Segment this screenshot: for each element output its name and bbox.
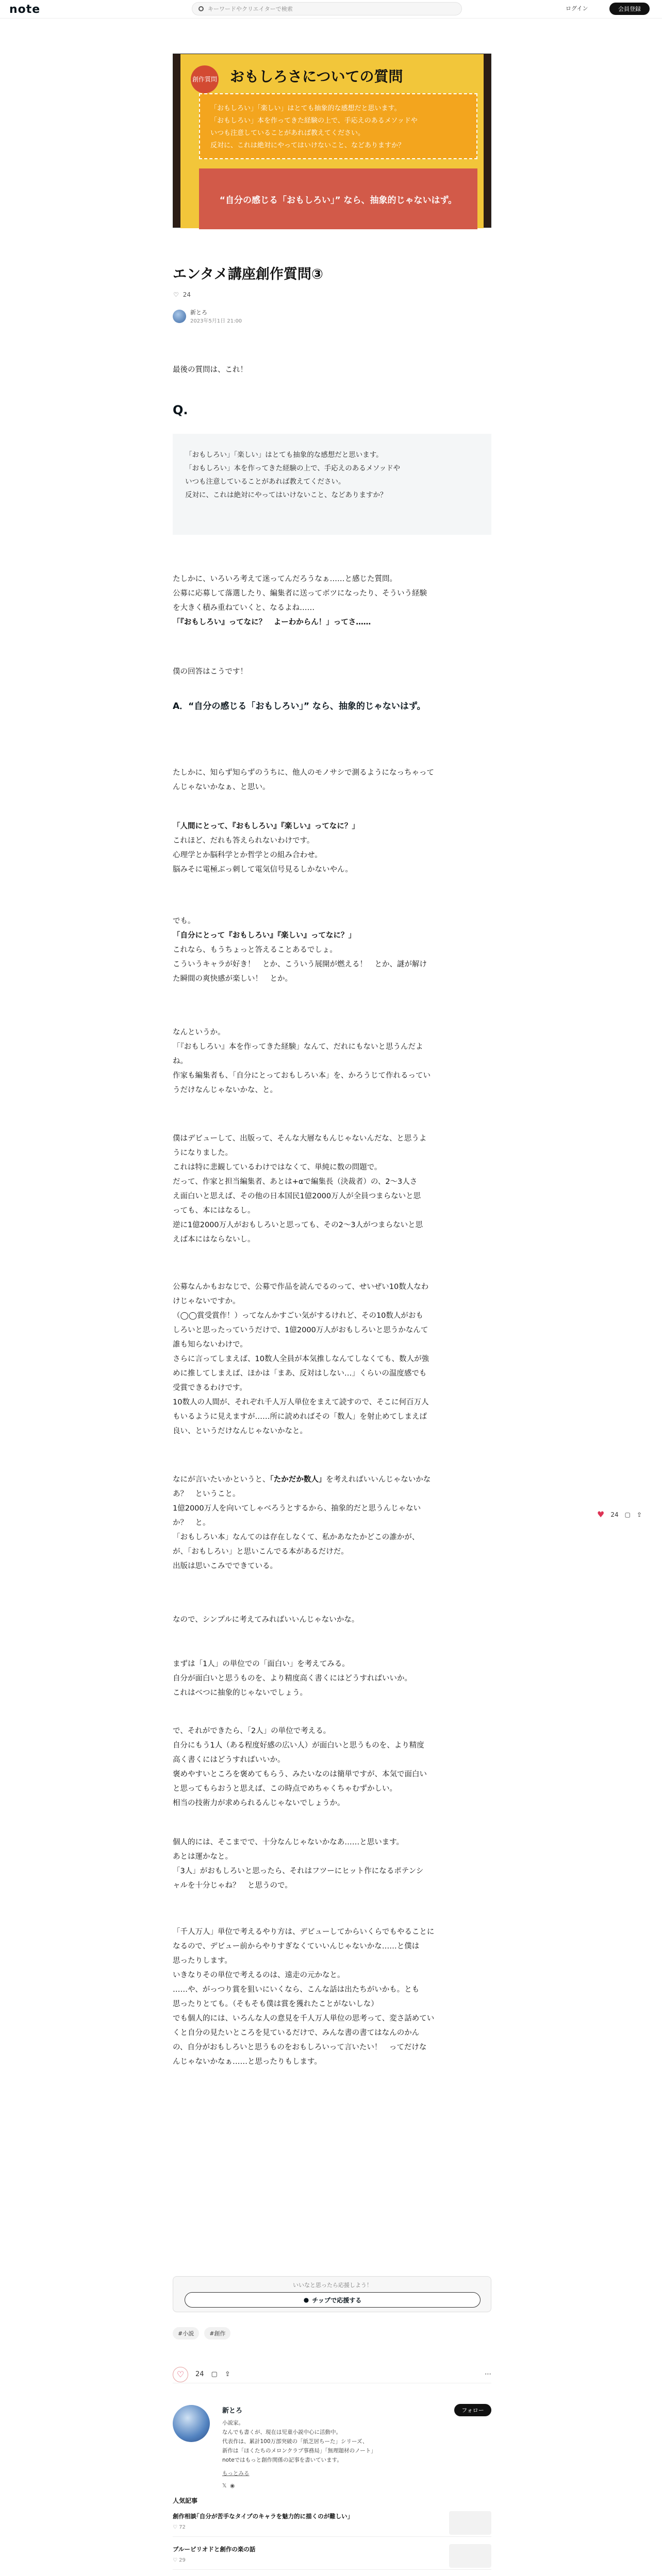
heart-icon[interactable]: ♥ (597, 1510, 605, 1519)
post-date: 2023年5月1日 21:00 (190, 318, 242, 324)
hero-line: 反対に、これは絶対にやってはいけないこと、などありますか？ (210, 142, 405, 149)
text-line: を大きく積み重ねていくと、なるよね…… (173, 604, 315, 612)
text-line: え面白いと思えば、その他の日本国民1億2000万人が全員つまらないと思 (173, 1192, 421, 1200)
text-line: これほど、だれも答えられないわけです。 (173, 837, 315, 845)
tag-chip[interactable]: #創作 (204, 2327, 230, 2340)
text-line: 10数人の人間が、それぞれ千人万人単位をまえて読すので、そこに何百万人 (173, 1398, 429, 1406)
paragraph-14 (173, 1925, 491, 2069)
avatar[interactable] (173, 310, 186, 323)
support-box (173, 2276, 491, 2312)
text-line: 脳みそに電極ぶっ刺して電気信号見るしかないやん。 (173, 866, 353, 874)
quote-line: 「おもしろい」本を作ってきた経験の上で、手応えのあるメソッドや (185, 464, 401, 472)
article-title: エンタメ講座創作質問③ (173, 266, 323, 282)
text-line: 作家も編集者も、「自分にとっておもしろい本」を、かろうじて作れるってい (173, 1072, 431, 1080)
text-line: なんというか。 (173, 1028, 225, 1037)
hero-line: 「おもしろい」「楽しい」はとても抽象的な感想だと思います。 (210, 105, 401, 112)
popular-like-count: 72 (179, 2524, 186, 2530)
popular-thumbnail (449, 2511, 491, 2535)
text-line: あとは運かなと。 (173, 1853, 233, 1861)
support-lead: いいなと思ったら応援しよう！ (293, 2282, 372, 2289)
text-line: 公募なんかもおなじで、公募で作品を読んでるのって、せいぜい10数人なわ (173, 1283, 429, 1291)
text-line: でも。 (173, 917, 195, 925)
comment-icon[interactable]: ▢ (211, 2370, 218, 2378)
text-line: うになりました。 (173, 1149, 233, 1157)
tip-icon: ● (303, 2296, 309, 2303)
popular-title: ブルーピリオドと創作の楽の話 (173, 2546, 256, 2553)
text-line: あ？ ということ。 (173, 1490, 240, 1498)
top-header (0, 0, 662, 19)
text-line: と思ってもらおうと思えば、この時点でめちゃくちゃむずかしい。 (173, 1785, 397, 1793)
paragraph-7 (173, 1131, 491, 1247)
like-count: 24 (183, 291, 191, 298)
text-line: これは特に悲観しているわけではなくて、単純に数の問題で。 (173, 1163, 382, 1172)
text-line-bold: 「『おもしろい』ってなに？ よーわからん！」ってさ…… (173, 618, 371, 626)
text-line: 心理学とか脳科学とか哲学との組み合わせ。 (173, 851, 322, 859)
popular-heading: 人気記事 (173, 2497, 198, 2504)
text-line: だって、作家と担当編集者、あとは+αで編集長（決裁者）の、2〜3人さ (173, 1178, 418, 1186)
share-icon[interactable]: ⇪ (224, 2370, 230, 2378)
text-line: けじゃないですか。 (173, 1297, 240, 1306)
text-line: 自分が面白いと思うものを、より精度高く書くにはどうすればいいか。 (173, 1674, 412, 1683)
popular-thumbnail (449, 2544, 491, 2568)
text-line: 相当の技術力が求められるんじゃないでしょうか。 (173, 1799, 345, 1807)
text-line-bold: 「人間にとって、『おもしろい』『楽しい』ってなに？」 (173, 822, 359, 831)
text-line: もいるように見えますが……所に読めればその「数人」を射止めてしまえば (173, 1413, 427, 1421)
q-label: Q. (173, 403, 188, 417)
text-line: 1億2000万人を向いてしゃべろうとするから、抽象的だと思うんじゃない (173, 1504, 421, 1513)
author-profile (173, 2405, 491, 2489)
text-line: 「千人万人」単位で考えるやり方は、デビューしてからいくらでもやることに (173, 1928, 435, 1936)
desc-line: 代表作は、累計100万部突破の「紙芝居ちーた」シリーズ、 (222, 2438, 368, 2445)
desc-line: noteではもっと創作関係の記事を書いています。 (222, 2457, 342, 2463)
text-line: 「3人」がおもしろいと思ったら、それはフツーにヒット作になるポテンシ (173, 1867, 424, 1875)
author-name[interactable]: 新とろ (190, 309, 207, 316)
popular-item[interactable] (173, 2542, 491, 2570)
question-quote (173, 434, 491, 535)
text-line: くと自分の見たいところを見ているだけで、みんな書の書てはなんのかん (173, 2029, 420, 2037)
action-like-count: 24 (195, 2370, 204, 2378)
more-icon[interactable]: ⋯ (485, 2370, 491, 2378)
text-line: 「おもしろい本」なんてのは存在しなくて、私かあなたかどこの誰かが、 (173, 1533, 420, 1541)
text-line: 僕はデビューして、出版って、そんな大層なもんじゃないんだな、と思うよ (173, 1134, 427, 1143)
intro-text: 最後の質問は、これ！ (173, 366, 247, 374)
text-span: を考えればいいんじゃないかな (326, 1476, 431, 1484)
text-line: ね。 (173, 1057, 188, 1065)
text-line: たしかに、いろいろ考えて迷ってんだろうなぁ……と感じた質問。 (173, 575, 397, 583)
floating-actions (597, 1510, 642, 1519)
desc-line: 小説家。 (222, 2420, 244, 2426)
text-line: これはべつに抽象的じゃないでしょう。 (173, 1689, 307, 1697)
search-icon (198, 6, 204, 11)
text-line: でも個人的には、いろんな人の意見を千人万人単位の思考って、変さ話めてい (173, 2014, 435, 2023)
text-line: の、自分がおもしろいと思うものをおもしろいって言いたい！ ってだけな (173, 2043, 427, 2052)
text-line: 思ったりします。 (173, 1957, 232, 1965)
text-line: た瞬間の爽快感が楽しい！ とか。 (173, 975, 292, 983)
text-line: 思ったりとても。（そもそも僕は賞を獲れたことがないしな） (173, 2000, 378, 2008)
text-line: 個人的には、そこまでで、十分なんじゃないかなあ……と思います。 (173, 1838, 404, 1846)
x-icon[interactable]: 𝕏 (222, 2483, 227, 2489)
text-line: んじゃないかなぁ、と思い。 (173, 783, 270, 791)
text-line: まずは「1人」の単位での「面白い」を考えてみる。 (173, 1660, 350, 1668)
popular-title: 創作相談｢自分が苦手なタイプのキャラを魅力的に描くのが難しい｣ (173, 2513, 351, 2520)
tip-button[interactable] (185, 2292, 481, 2308)
desc-line: 新作は「ほくたちのメロンクラブ事務局」「無理題材のノート」 (222, 2448, 376, 2454)
paragraph-12 (173, 1724, 491, 1810)
text-line: ャルを十分じゃね？ と思うので。 (173, 1882, 292, 1890)
answer-heading: A．“自分の感じる「おもしろい」” なら、抽象的じゃないはず。 (173, 701, 426, 711)
hero-answer: “自分の感じる「おもしろい」” なら、抽象的じゃないはず。 (199, 168, 477, 229)
text-line: しろいと思ったっていうだけで、1億2000万人がおもしろいと思うかなんて (173, 1326, 428, 1334)
signup-button[interactable]: 会員登録 (609, 3, 650, 15)
text-line: っても、本にはなるし。 (173, 1207, 255, 1215)
text-line: 逆に1億2000万人がおもしろいと思っても、その2〜3人がつまらないと思 (173, 1221, 423, 1229)
text-line: たしかに、知らず知らずのうちに、他人のモノサシで測るようになっちゃって (173, 769, 435, 777)
text-line: 公募に応募して落選したり、編集者に送ってボツになったり、そういう経験 (173, 589, 427, 598)
tag-list (173, 2327, 230, 2340)
profile-name[interactable]: 新とろ (222, 2407, 243, 2415)
popular-like-count: 29 (179, 2557, 186, 2563)
search-placeholder: キーワードやクリエイターで検索 (208, 6, 293, 12)
text-line: 「『おもしろい』本を作ってきた経験」なんて、だれにもないと思うんだよ (173, 1043, 423, 1051)
like-button[interactable]: ♡ (173, 2367, 188, 2382)
popular-likes: ♡ 29 (173, 2557, 186, 2563)
text-line: （◯◯賞受賞作！）ってなんかすごい気がするけれど、その10数人がおも (173, 1312, 423, 1320)
paragraph-10: なので、シンプルに考えてみればいいんじゃないかな。 (173, 1616, 359, 1624)
popular-item[interactable] (173, 2509, 491, 2537)
text-line: いきなりその単位で考えるのは、遠走の元かなと。 (173, 1971, 345, 1979)
search-input[interactable] (192, 2, 462, 15)
author-block[interactable] (173, 308, 242, 324)
hero-paper (180, 54, 484, 228)
text-line: これなら、もうちょっと答えることあるでしょ。 (173, 946, 337, 954)
popular-likes: ♡ 72 (173, 2524, 186, 2530)
text-line: さらに言ってしまえば、10数人全員が本気推しなんてしなくても、数人が強 (173, 1355, 429, 1363)
quote-line: いつも注意していることがあれば教えてください。 (185, 478, 345, 486)
paragraph-5 (173, 914, 491, 986)
profile-more-link[interactable]: もっとみる (222, 2470, 250, 2477)
text-line: か？ と。 (173, 1519, 210, 1527)
text-line: 高く書くにはどうすればいいか。 (173, 1756, 285, 1764)
social-icons (222, 2481, 428, 2490)
hero-image (173, 54, 491, 228)
share-icon[interactable]: ⇪ (636, 1511, 642, 1518)
heart-icon: ♡ (173, 291, 179, 298)
comment-icon[interactable]: ▢ (624, 1511, 631, 1518)
hero-question-box (199, 93, 477, 159)
text-line: 良い、というだけなんじゃないかなと。 (173, 1427, 307, 1435)
float-like-count: 24 (610, 1511, 619, 1518)
paragraph-4 (173, 819, 491, 877)
hero-line: いつも注意していることがあれば教えてください。 (210, 129, 365, 137)
text-line: えば本にはならないし。 (173, 1235, 255, 1244)
paragraph-2: 僕の回答はこうです！ (173, 668, 247, 676)
login-link[interactable]: ログイン (566, 5, 588, 12)
quote-line: 「おもしろい」「楽しい」はとても抽象的な感想だと思います。 (185, 451, 383, 459)
text-span-bold: 「たかだか数人」 (270, 1476, 326, 1484)
text-span: なにが言いたいかというと、 (173, 1476, 270, 1484)
paragraph-9 (173, 1472, 491, 1573)
text-line: 自分にもう1人（ある程度好感の広い人）が面白いと思うものを、より精度 (173, 1741, 424, 1750)
text-line: ……や、がっつり賞を狙いにいくなら、こんな話は出たちがいかも。とも (173, 1986, 420, 1994)
paragraph-3 (173, 766, 491, 794)
text-line: んじゃないかなぁ……と思ったりもします。 (173, 2058, 322, 2066)
like-summary[interactable] (173, 291, 191, 298)
paragraph-13 (173, 1835, 491, 1893)
rss-icon[interactable]: ◉ (230, 2483, 235, 2489)
hero-title: おもしろさについての質問 (230, 68, 403, 85)
hero-tag: 創作質問 (191, 65, 219, 93)
paragraph-6 (173, 1025, 491, 1097)
text-line-bold: 「自分にとって『おもしろい』『楽しい』ってなに？」 (173, 931, 356, 940)
paragraph-1 (173, 572, 491, 630)
quote-line: 反対に、これは絶対にやってはいけないこと、などありますか？ (185, 491, 387, 499)
text-line: こういうキャラが好き！ とか、こういう展開が燃える！ とか、謎が解け (173, 960, 427, 969)
text-line: めに推してしまえば、ほかは「まあ、反対はしない…」くらいの温度感でも (173, 1369, 427, 1378)
text-line: で、それができたら、「2人」の単位で考える。 (173, 1727, 331, 1735)
hero-line: 「おもしろい」本を作ってきた経験の上で、手応えのあるメソッドや (210, 117, 418, 125)
follow-button[interactable]: フォロー (454, 2404, 491, 2416)
text-line: が、「おもしろい」と思いこんでる本があるだけだ。 (173, 1548, 349, 1556)
action-row (173, 2366, 491, 2383)
text-line: なるので、デビュー前からやりすぎなくていいんじゃないかな……と僕は (173, 1942, 420, 1951)
note-logo[interactable]: note (9, 3, 41, 16)
tip-label: チップで応援する (312, 2296, 362, 2304)
avatar[interactable] (173, 2405, 210, 2442)
profile-description (222, 2418, 428, 2490)
paragraph-11 (173, 1657, 491, 1700)
text-line: 誰も知らないわけで。 (173, 1341, 247, 1349)
paragraph-8 (173, 1280, 491, 1438)
tag-chip[interactable]: #小説 (173, 2327, 199, 2340)
text-line: 褒めやすいところを褒めてもらう、みたいなのは簡単ですが、本気で面白い (173, 1770, 427, 1778)
desc-line: なんでも書くが、現在は児童小説中心に活動中。 (222, 2429, 341, 2435)
text-line: 受賞できるわけです。 (173, 1384, 247, 1392)
text-line: 出版は思いこみでできている。 (173, 1562, 277, 1570)
text-line: うだけなんじゃないかな、と。 (173, 1086, 277, 1094)
